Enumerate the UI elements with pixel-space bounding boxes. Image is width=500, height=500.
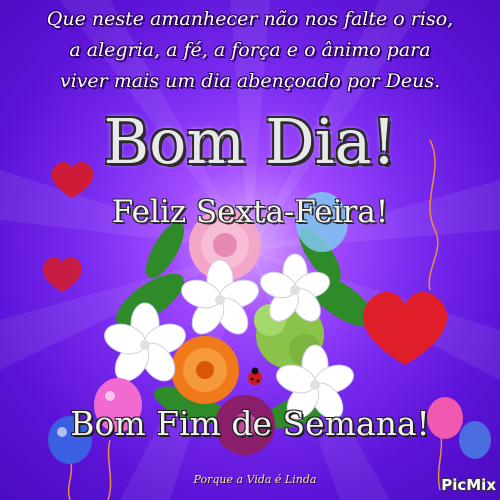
- weekend-greeting: Bom Fim de Semana!: [70, 404, 430, 443]
- ladybug-icon: [248, 368, 262, 386]
- picmix-watermark: PicMix: [441, 476, 496, 494]
- page-title: Bom Dia!: [103, 105, 397, 178]
- footer-caption: Porque a Vida é Linda: [193, 473, 317, 486]
- white-flower: [178, 260, 262, 340]
- orange-flower: [171, 336, 239, 404]
- heart-icon: [43, 257, 82, 292]
- subtitle: Feliz Sexta-Feira!: [111, 194, 389, 230]
- heart-icon: [363, 292, 447, 365]
- inspirational-quote: Que neste amanhecer não nos falte o riso, a alegria, a fé, a força e o ânimo para viver mais um dia abençoado por Deus.: [46, 8, 454, 92]
